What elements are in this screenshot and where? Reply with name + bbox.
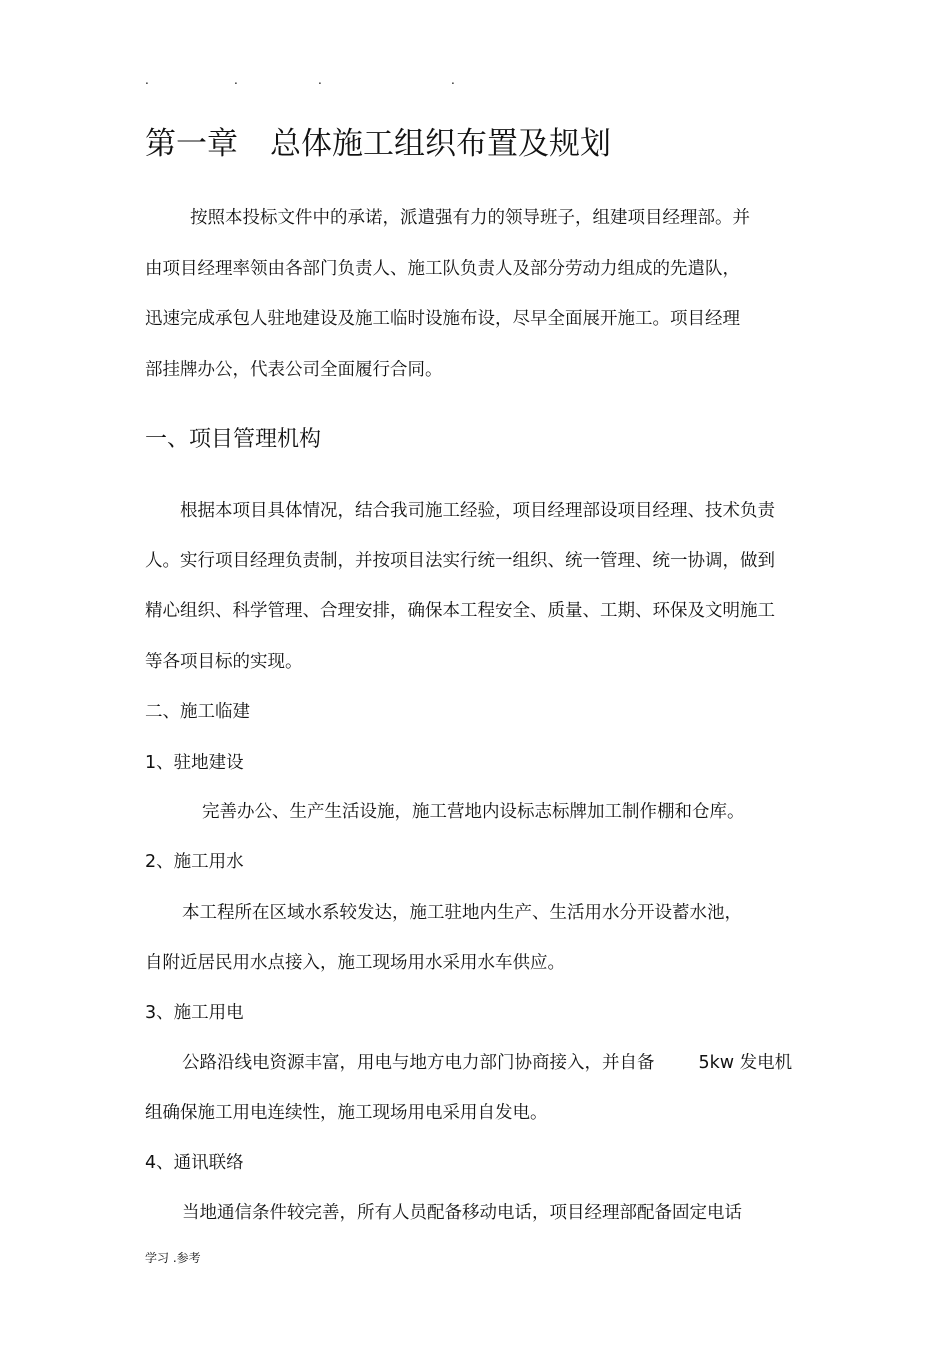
chapter-title bbox=[145, 122, 611, 166]
header-mark: . bbox=[451, 73, 455, 87]
paragraph-line: 精心组织、科学管理、合理安排，确保本工程安全、质量、工期、环保及文明施工 bbox=[145, 601, 775, 621]
paragraph-line: 根据本项目具体情况，结合我司施工经验，项目经理部设项目经理、技术负责 bbox=[180, 501, 775, 521]
intro-line: 部挂牌办公，代表公司全面履行合同。 bbox=[145, 360, 443, 380]
header-mark: . bbox=[145, 73, 149, 87]
subsection-heading: 1、驻地建设 bbox=[145, 753, 244, 773]
paragraph-text: 公路沿线电资源丰富，用电与地方电力部门协商接入，并自备 bbox=[182, 1053, 655, 1073]
page-footer: 学习 .参考 bbox=[145, 1251, 201, 1265]
paragraph-line: 组确保施工用电连续性，施工现场用电采用自发电。 bbox=[145, 1103, 548, 1123]
paragraph-line: 自附近居民用水点接入，施工现场用水采用水车供应。 bbox=[145, 953, 565, 973]
section-heading: 一、项目管理机构 bbox=[145, 427, 322, 452]
paragraph-line bbox=[182, 1051, 792, 1075]
subsection-heading: 4、通讯联络 bbox=[145, 1153, 244, 1173]
paragraph-line: 本工程所在区域水系较发达，施工驻地内生产、生活用水分开设蓄水池， bbox=[182, 903, 742, 923]
chapter-heading: 总体施工组织布置及规划 bbox=[270, 126, 611, 162]
subsection-heading: 3、施工用电 bbox=[145, 1003, 244, 1023]
paragraph-line: 当地通信条件较完善，所有人员配备移动电话，项目经理部配备固定电话 bbox=[182, 1203, 742, 1223]
header-mark: . bbox=[234, 73, 238, 87]
paragraph-line: 人。实行项目经理负责制，并按项目法实行统一组织、统一管理、统一协调，做到 bbox=[145, 551, 775, 571]
intro-line: 迅速完成承包人驻地建设及施工临时设施布设，尽早全面展开施工。项目经理 bbox=[145, 309, 740, 329]
chapter-number: 第一章 bbox=[145, 126, 238, 162]
paragraph-line: 完善办公、生产生活设施，施工营地内设标志标牌加工制作棚和仓库。 bbox=[202, 802, 745, 822]
paragraph-line: 等各项目标的实现。 bbox=[145, 652, 303, 672]
header-mark: . bbox=[318, 73, 322, 87]
section-heading: 二、施工临建 bbox=[145, 702, 250, 722]
generator-spec: 5kw 发电机 bbox=[698, 1053, 793, 1073]
intro-line: 按照本投标文件中的承诺，派遣强有力的领导班子，组建项目经理部。并 bbox=[190, 208, 750, 228]
intro-line: 由项目经理率领由各部门负责人、施工队负责人及部分劳动力组成的先遣队， bbox=[145, 259, 740, 279]
subsection-heading: 2、施工用水 bbox=[145, 852, 244, 872]
